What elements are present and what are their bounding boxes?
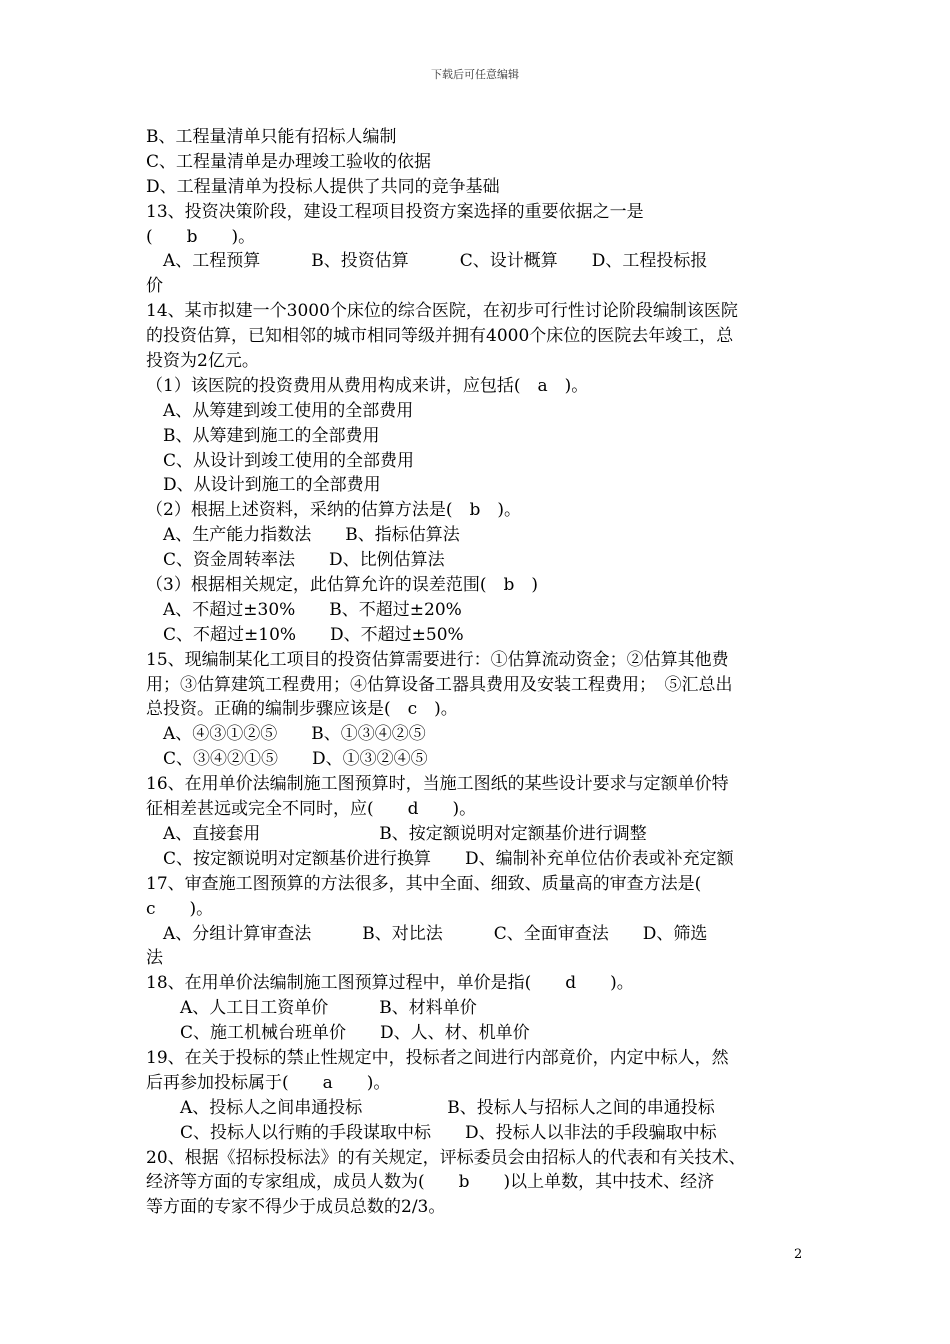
text-line: D、工程量清单为投标人提供了共同的竞争基础 bbox=[146, 176, 500, 197]
text-line: 13、投资决策阶段，建设工程项目投资方案选择的重要依据之一是 bbox=[146, 201, 644, 222]
text-line: 15、现编制某化工项目的投资估算需要进行：①估算流动资金；②估算其他费 bbox=[146, 649, 729, 670]
text-line: A、直接套用 B、按定额说明对定额基价进行调整 bbox=[146, 823, 647, 844]
text-line: （1）该医院的投资费用从费用构成来讲，应包括( a )。 bbox=[146, 375, 589, 396]
text-line: 等方面的专家不得少于成员总数的2/3。 bbox=[146, 1197, 446, 1218]
text-line: A、工程预算 B、投资估算 C、设计概算 D、工程投标报 bbox=[146, 251, 708, 272]
text-line: （2）根据上述资料，采纳的估算方法是( b )。 bbox=[146, 500, 521, 521]
text-line: C、按定额说明对定额基价进行换算 D、编制补充单位估价表或补充定额 bbox=[146, 848, 734, 869]
text-line: C、不超过±10% D、不超过±50% bbox=[146, 624, 464, 645]
text-line: A、人工日工资单价 B、材料单价 bbox=[146, 998, 477, 1019]
text-line: A、从筹建到竣工使用的全部费用 bbox=[146, 400, 414, 421]
text-line: 经济等方面的专家组成，成员人数为( b )以上单数，其中技术、经济 bbox=[146, 1172, 715, 1193]
text-line: 法 bbox=[146, 948, 163, 969]
text-line: C、③④②①⑤ D、①③②④⑤ bbox=[146, 749, 428, 770]
text-line: A、不超过±30% B、不超过±20% bbox=[146, 599, 462, 620]
text-line: 20、根据《招标投标法》的有关规定，评标委员会由招标人的代表和有关技术、 bbox=[146, 1147, 746, 1168]
page-header: 下载后可任意编辑 bbox=[431, 68, 519, 81]
text-line: 14、某市拟建一个3000个床位的综合医院，在初步可行性讨论阶段编制该医院 bbox=[146, 301, 738, 322]
document-body bbox=[146, 125, 816, 1220]
text-line: 19、在关于投标的禁止性规定中，投标者之间进行内部竟价，内定中标人，然 bbox=[146, 1047, 729, 1068]
text-line: 总投资。正确的编制步骤应该是( c )。 bbox=[146, 699, 458, 720]
text-line: 后再参加投标属于( a )。 bbox=[146, 1072, 391, 1093]
text-line: 18、在用单价法编制施工图预算过程中，单价是指( d )。 bbox=[146, 973, 634, 994]
text-line: C、投标人以行贿的手段谋取中标 D、投标人以非法的手段骗取中标 bbox=[146, 1122, 717, 1143]
page-number: 2 bbox=[794, 1247, 803, 1262]
text-line: C、施工机械台班单价 D、人、材、机单价 bbox=[146, 1023, 530, 1044]
text-line: 用；③估算建筑工程费用；④估算设备工器具费用及安装工程费用； ⑤汇总出 bbox=[146, 674, 733, 695]
text-line: ( b )。 bbox=[146, 226, 256, 247]
text-line: A、投标人之间串通投标 B、投标人与招标人之间的串通投标 bbox=[146, 1097, 715, 1118]
text-line: C、资金周转率法 D、比例估算法 bbox=[146, 550, 445, 571]
text-line: C、工程量清单是办理竣工验收的依据 bbox=[146, 151, 432, 172]
text-line: 16、在用单价法编制施工图预算时，当施工图纸的某些设计要求与定额单价特 bbox=[146, 774, 729, 795]
text-line: 投资为2亿元。 bbox=[146, 351, 259, 372]
text-line: 17、审查施工图预算的方法很多，其中全面、细致、质量高的审查方法是( bbox=[146, 873, 702, 894]
text-line: c )。 bbox=[146, 898, 214, 919]
text-line: 的投资估算，已知相邻的城市相同等级并拥有4000个床位的医院去年竣工，总 bbox=[146, 326, 734, 347]
text-line: B、工程量清单只能有招标人编制 bbox=[146, 127, 397, 147]
text-line: （3）根据相关规定，此估算允许的误差范围( b ) bbox=[146, 575, 538, 596]
text-line: A、分组计算审查法 B、对比法 C、全面审查法 D、筛选 bbox=[146, 923, 708, 944]
text-line: A、生产能力指数法 B、指标估算法 bbox=[146, 525, 460, 546]
text-line: B、从筹建到施工的全部费用 bbox=[146, 425, 380, 446]
text-line: 价 bbox=[146, 276, 163, 297]
text-line: 征相差甚远或完全不同时，应( d )。 bbox=[146, 799, 477, 820]
text-line: D、从设计到施工的全部费用 bbox=[146, 475, 381, 496]
text-line: C、从设计到竣工使用的全部费用 bbox=[146, 450, 415, 471]
text-line: A、④③①②⑤ B、①③④②⑤ bbox=[146, 724, 426, 745]
